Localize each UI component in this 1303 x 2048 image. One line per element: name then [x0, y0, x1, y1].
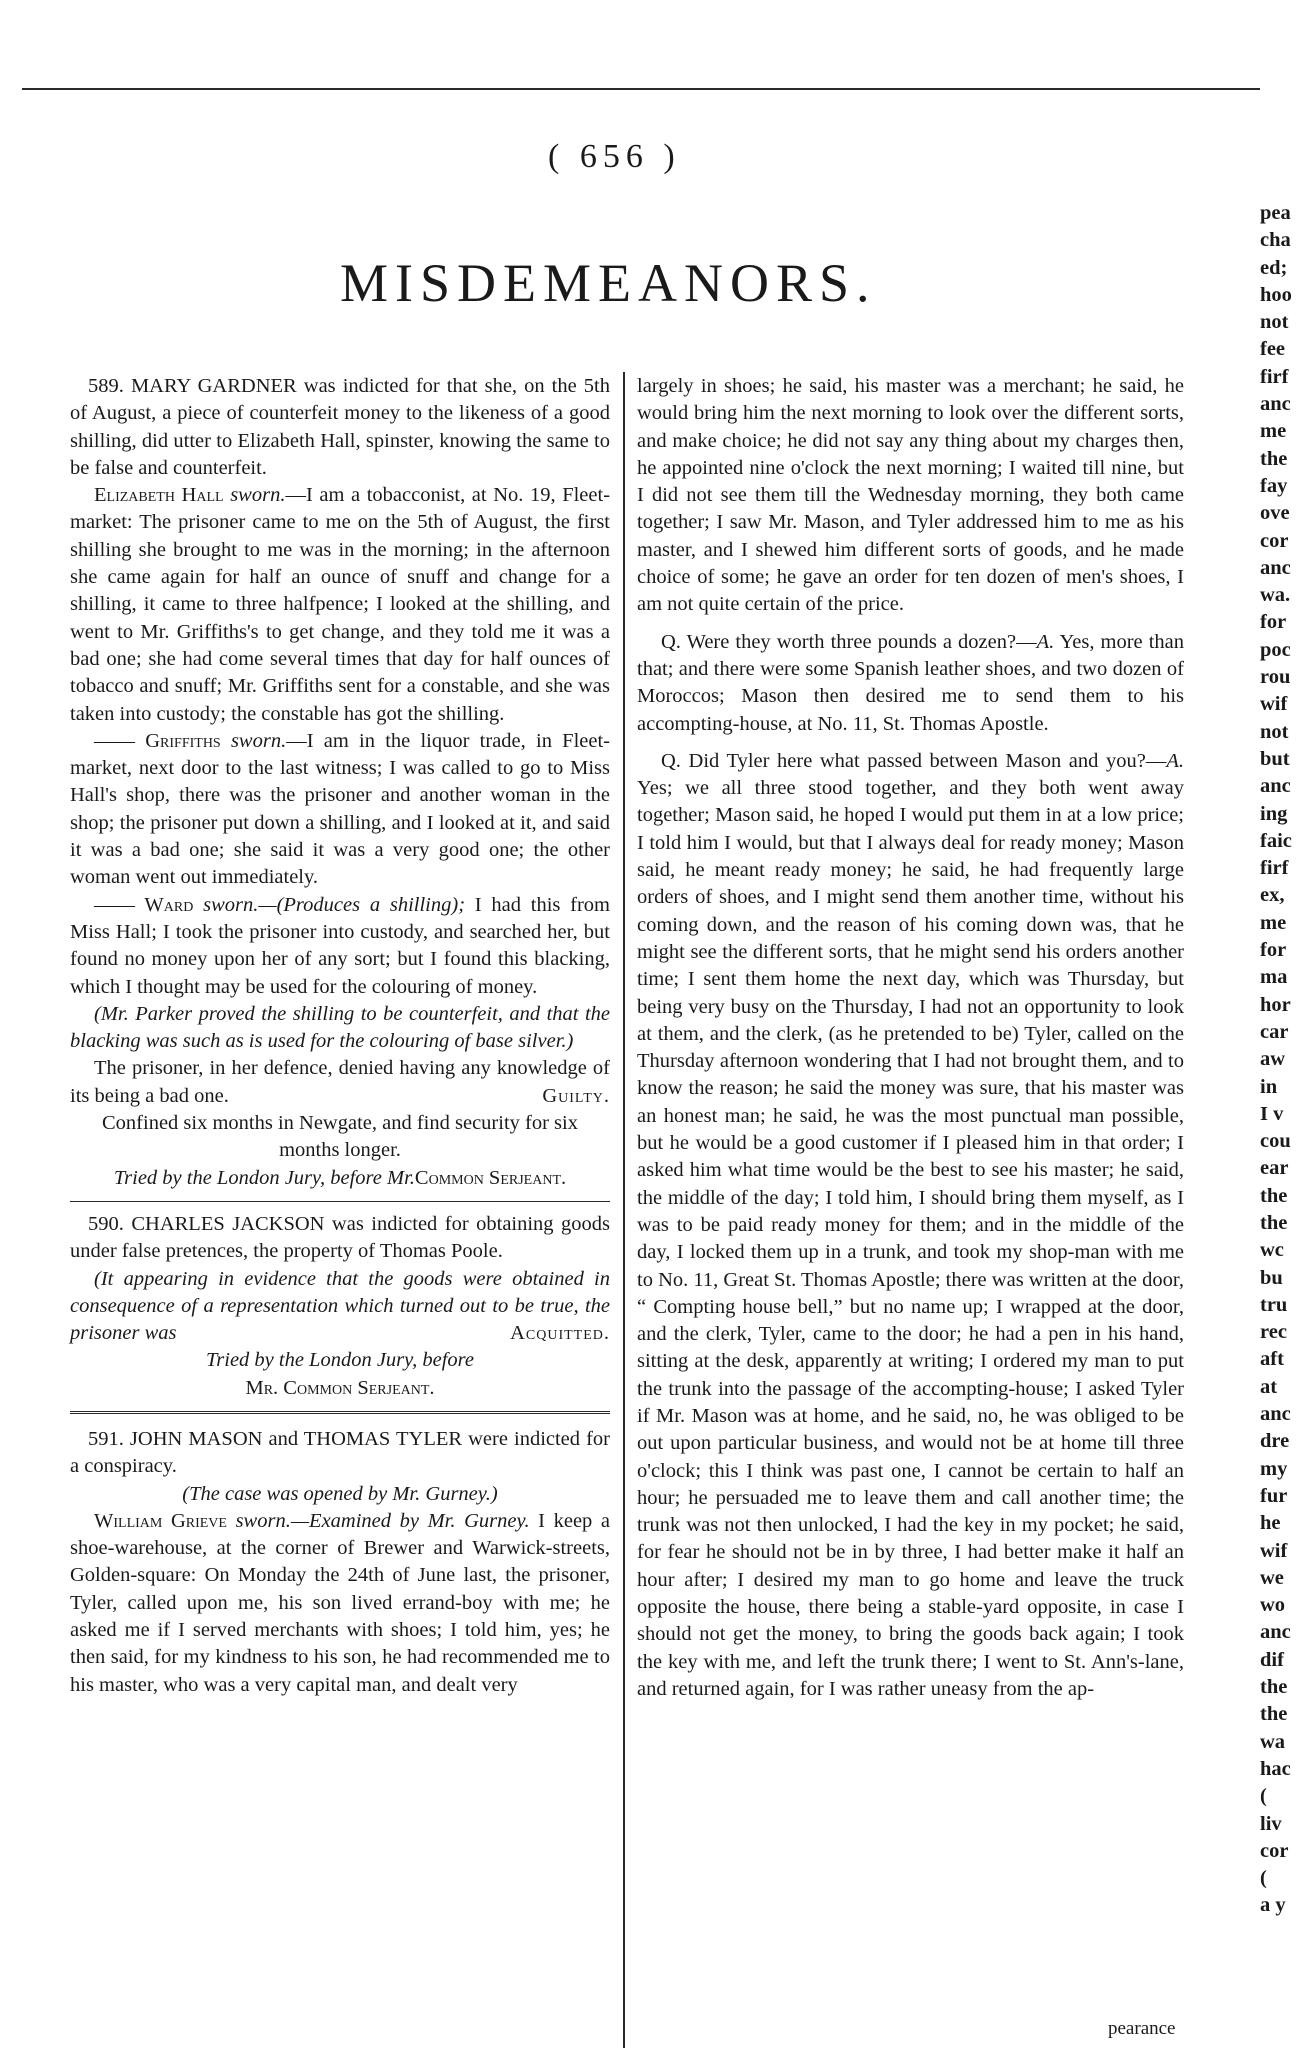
facing-page-fragment: the	[1260, 1703, 1288, 1726]
case-590-indictment: 590. CHARLES JACKSON was indicted for obtaining goods under false pretences, the property of Thomas Poole.	[70, 1212, 610, 1263]
facing-page-fragments	[1260, 200, 1303, 1920]
sworn-label: sworn.—Examined by Mr. Gurney.	[235, 1509, 530, 1532]
facing-page-fragment: aw	[1260, 1048, 1286, 1071]
answer-text: Yes, more than that; and there were some Spanish leather shoes, and two dozen of Moroccos; Mason then desired me to send them to his accompting-house, at No. 11, St. Thomas Apostle.	[637, 630, 1184, 735]
case-589-sentence: Confined six months in Newgate, and find security for six months longer.	[102, 1112, 578, 1162]
tried-prefix: Tried by the London Jury, before Mr.	[113, 1166, 415, 1189]
facing-page-fragment: cor	[1260, 1839, 1289, 1862]
witness-name: —— Griffiths	[94, 729, 221, 752]
grieve-testimony-continued: largely in shoes; he said, his master was a merchant; he said, he would bring him the next morning to look over the different sorts, and make choice; he did not say any thing about my charges then, he appointed nine o'clock the next morning; I waited till nine, but I did not see them till the Wednesday morning, they both came together; I saw Mr. Mason, and Tyler addressed him to me as his master, and I shewed him different sorts of goods, and he made choice of some; he gave an order for ten dozen of men's shoes, I am not quite certain of the price.	[637, 375, 1184, 616]
facing-page-fragment: pea	[1260, 202, 1291, 224]
sworn-label: sworn.	[230, 729, 287, 752]
case-589-proof-note: (Mr. Parker proved the shilling to be counterfeit, and that the blacking was such as is used for the colouring of base silver.)	[70, 1002, 610, 1053]
case-590-evidence-note	[70, 1266, 610, 1348]
case-590-judge: Mr. Common Serjeant.	[245, 1376, 435, 1399]
facing-page-fragment: the	[1260, 447, 1288, 470]
facing-page-fragment: rou	[1260, 666, 1291, 689]
facing-page-fragment: faic	[1260, 829, 1292, 852]
case-separator	[70, 1411, 610, 1417]
facing-page-fragment: the	[1260, 1676, 1288, 1699]
facing-page-fragment: not	[1260, 311, 1289, 334]
facing-page-fragment: rec	[1260, 1321, 1287, 1344]
defence-text: The prisoner, in her defence, denied having any knowledge of its being a bad one.	[70, 1057, 610, 1107]
facing-page-fragment: I v	[1260, 1102, 1284, 1125]
facing-page-fragment: ear	[1260, 1157, 1289, 1180]
facing-page-fragment: not	[1260, 720, 1289, 743]
facing-page-fragment: poc	[1260, 638, 1291, 661]
facing-page-fragment: cor	[1260, 529, 1289, 552]
facing-page-fragment: ma	[1260, 966, 1288, 989]
witness-name: —— Ward	[94, 893, 194, 916]
facing-page-fragment: for	[1260, 611, 1287, 634]
answer-marker: A.	[1166, 749, 1184, 772]
facing-page-fragment: the	[1260, 1211, 1288, 1234]
case-589-testimony-hall	[70, 482, 610, 728]
answer-text: Yes; we all three stood together, and they both went away together; Mason said, he hoped I would put them in at a low price; I told him I would, but that I always deal for ready money; Mason said, he meant ready money; he said, he had frequently large orders of shoes, and I might send them another time, without his coming down, and the reason of his coming down was, that he might see the different sorts, that he might send his orders another time; I sent them home the next day, which was Thursday, but being very busy on the Thursday, I had not an opportunity to look at them, and the clerk, (as he pretended to be) Tyler, called on the Thursday afternoon wondering that I had not brought them, and to know the reason; he said the money was sure, that his master was an honest man; he said, he was the most punctual man possible, but he would be a good customer if I pleased him in that order; I asked him what time would be the best to see his master; he said, the middle of the day; I told him, I should bring them myself, as I was to be paid ready money for them; and in the middle of the day, I locked them up in a trunk, and took my shop-man with me to No. 11, Great St. Thomas Apostle; there was written at the door, “ Compting house bell,” but no name up; I wrapped at the door, and the clerk, Tyler, came to the door; he had a pen in his hand, sitting at the desk, apparently at writing; I ordered my man to put the trunk into the passage of the accompting-house; I asked Tyler if Mr. Mason was at home, and he said, no, he was obliged to be out upon particular business, and would not be at home till three o'clock; this I think was past one, I cannot be certain to half an hour; he persuaded me to leave them and call another time; the trunk was not then unlocked, I had the key in my pocket; he said, for fear he should not be in by three, I had better make it half an hour after; I desired my man to go home and leave the truck opposite the house, there being a stable-yard opposite, in case I should not get the money, to bring the goods back again; I took the key with me, and left the trunk there; I went to St. Ann's-lane, and returned again, for I was rather uneasy from the ap-	[637, 777, 1184, 1700]
facing-page-fragment: my	[1260, 1457, 1288, 1480]
testimony-text: I had this from Miss Hall; I took the prisoner into custody, and searched her, but found no money upon her of any sort; but I found this blacking, which I thought may be used for the colouring of money.	[70, 893, 611, 998]
answer-marker: A.	[1036, 630, 1055, 653]
facing-page-fragment: cha	[1260, 229, 1291, 252]
facing-page-fragment: dif	[1260, 1648, 1284, 1671]
facing-page-fragment: at	[1260, 1375, 1278, 1398]
catchword: pearance	[1108, 2018, 1176, 2039]
facing-page-fragment: bu	[1260, 1266, 1283, 1289]
case-589-testimony-ward	[70, 892, 610, 1001]
case-589-testimony-griffiths	[70, 728, 610, 892]
middle-column	[637, 373, 1184, 1703]
facing-page-fragment: ex,	[1260, 884, 1285, 907]
verdict-guilty: Guilty.	[542, 1084, 610, 1107]
column-divider	[623, 372, 625, 2048]
facing-page-fragment: liv	[1260, 1812, 1282, 1835]
facing-page-fragment: in	[1260, 1075, 1278, 1098]
evidence-text: (It appearing in evidence that the goods were obtained in consequence of a representation which turned out to be true, the prisoner was	[70, 1267, 610, 1345]
facing-page-fragment: anc	[1260, 775, 1291, 798]
facing-page-fragment: me	[1260, 911, 1287, 934]
question-price	[637, 629, 1184, 738]
facing-page-fragment: firf	[1260, 365, 1289, 388]
case-589-tried-by	[70, 1165, 610, 1192]
facing-page-fragment: wc	[1260, 1239, 1284, 1262]
tried-judge: Common Serjeant.	[414, 1166, 567, 1189]
testimony-text: —I am in the liquor trade, in Fleet-market, next door to the last witness; I was called to go to Miss Hall's shop, there was the prisoner and another woman in the shop; the prisoner put down a shilling, and I looked at it, and said it was a bad one; she said it was a very good one; the other woman went out immediately.	[70, 729, 610, 889]
facing-page-fragment: ing	[1260, 802, 1288, 825]
facing-page-fragment: hoo	[1260, 283, 1292, 306]
facing-page-fragment: wif	[1260, 1539, 1288, 1562]
facing-page-fragment: fee	[1260, 338, 1286, 361]
facing-page-fragment: ove	[1260, 502, 1290, 525]
facing-page-fragment: aft	[1260, 1348, 1284, 1371]
facing-page-fragment: firf	[1260, 857, 1289, 880]
facing-page-fragment: wif	[1260, 693, 1288, 716]
facing-page-fragment: hor	[1260, 993, 1291, 1016]
case-591-indictment: 591. JOHN MASON and THOMAS TYLER were indicted for a conspiracy.	[70, 1427, 610, 1478]
facing-page-fragment: anc	[1260, 1621, 1291, 1644]
section-title: MISDEMEANORS.	[340, 253, 877, 313]
facing-page-fragment: we	[1260, 1566, 1284, 1589]
facing-page-fragment: anc	[1260, 1403, 1291, 1426]
witness-name: William Grieve	[94, 1509, 227, 1532]
verdict-acquitted: Acquitted.	[510, 1322, 610, 1345]
witness-name: Elizabeth Hall	[94, 484, 224, 507]
testimony-text: —I am a tobacconist, at No. 19, Fleet-market: The prisoner came to me on the 5th of August, the first shilling she brought to me was in the morning; in the afternoon she came again for half an ounce of snuff and change for a shilling, it came to three halfpence; I looked at the shilling, and went to Mr. Griffiths's to get change, and they told me it was a bad one; she had come several times that day for half ounces of tobacco and snuff; Mr. Griffiths sent for a constable, and she was taken into custody; the constable has got the shilling.	[70, 484, 611, 725]
facing-page-fragment: anc	[1260, 556, 1291, 579]
case-589-indictment: 589. MARY GARDNER was indicted for that she, on the 5th of August, a piece of counterfeit money to the likeness of a good shilling, did utter to Elizabeth Hall, spinster, knowing the same to be false and counterfeit.	[70, 375, 610, 479]
facing-page-fragment: fur	[1260, 1484, 1288, 1507]
facing-page-fragment: for	[1260, 939, 1287, 962]
sworn-label: sworn.—(Produces a shilling);	[203, 893, 466, 916]
case-separator	[70, 1201, 610, 1202]
question-text: Q. Did Tyler here what passed between Mason and you?—	[661, 749, 1167, 772]
facing-page-fragment: anc	[1260, 393, 1291, 416]
facing-page-fragment: cou	[1260, 1130, 1291, 1153]
question-tyler	[637, 748, 1184, 1703]
facing-page-fragment: but	[1260, 747, 1290, 770]
left-column	[70, 373, 610, 1699]
facing-page-fragment: the	[1260, 1184, 1288, 1207]
facing-page-fragment: dre	[1260, 1430, 1290, 1453]
facing-page-fragment: car	[1260, 1020, 1289, 1043]
header-rule	[22, 88, 1260, 90]
facing-page-fragment: tru	[1260, 1293, 1288, 1316]
facing-page-fragment: me	[1260, 420, 1287, 443]
facing-page-fragment: he	[1260, 1512, 1281, 1535]
facing-page-fragment: wo	[1260, 1594, 1286, 1617]
case-591-opened-note: (The case was opened by Mr. Gurney.)	[182, 1482, 498, 1505]
facing-page-fragment: wa	[1260, 1730, 1286, 1753]
facing-page-fragment: fay	[1260, 474, 1288, 497]
facing-page-fragment: wa.	[1260, 584, 1291, 607]
case-590-tried-by: Tried by the London Jury, before	[206, 1349, 474, 1372]
sworn-label: sworn.	[230, 484, 286, 507]
facing-page-fragment: hac	[1260, 1757, 1291, 1780]
question-text: Q. Were they worth three pounds a dozen?—	[661, 630, 1037, 653]
facing-page-fragment: (	[1260, 1867, 1267, 1890]
facing-page-fragment: (	[1260, 1785, 1267, 1808]
page-number: ( 656 )	[548, 138, 681, 175]
case-589-defence	[70, 1055, 610, 1110]
case-591-testimony-grieve	[70, 1508, 610, 1699]
facing-page-fragment: ed;	[1260, 256, 1288, 279]
testimony-text: I keep a shoe-warehouse, at the corner of Brewer and Warwick-streets, Golden-square: On Monday the 24th of June last, the prisoner, Tyler, called upon me, his son lived errand-boy with me; he asked me if I served merchants with shoes; I told him, yes; he then said, for my kindness to his son, he had recommended me to his master, who was a very capital man, and dealt very	[70, 1509, 611, 1696]
facing-page-fragment: a y	[1260, 1894, 1286, 1917]
